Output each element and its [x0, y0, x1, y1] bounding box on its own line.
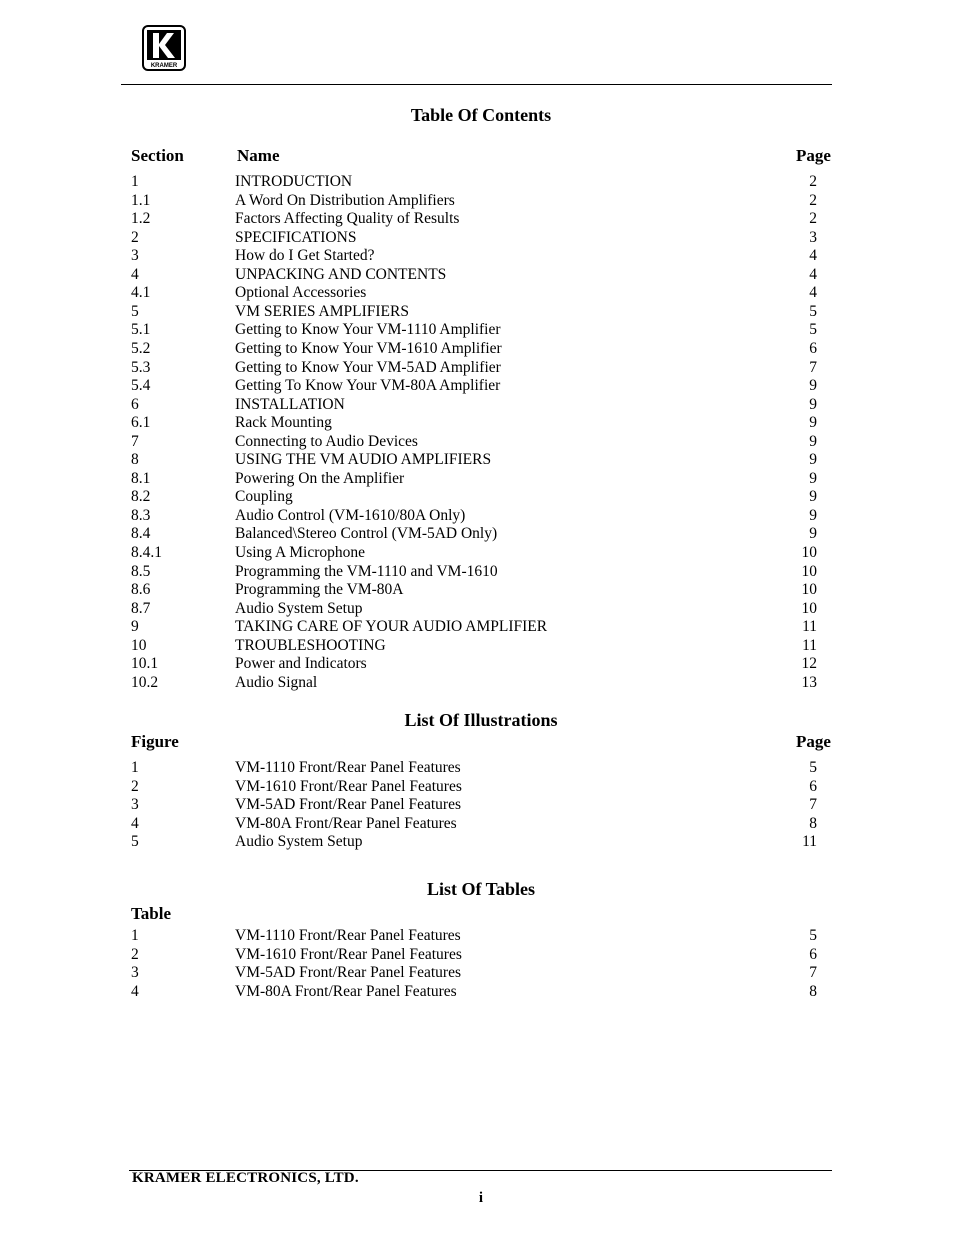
- entry-page: 3: [809, 228, 817, 246]
- toc-section-header: Section: [131, 146, 184, 165]
- entry-name: UNPACKING AND CONTENTS: [235, 265, 447, 283]
- entry-page: 10: [801, 562, 817, 580]
- entry-page: 9: [809, 377, 817, 395]
- entry-page: 9: [809, 469, 817, 487]
- entry-name: TAKING CARE OF YOUR AUDIO AMPLIFIER: [235, 618, 548, 636]
- entry-number: 8: [131, 451, 139, 469]
- entry-name: A Word On Distribution Amplifiers: [235, 191, 455, 209]
- entry-number: 8.6: [131, 581, 151, 599]
- entry-number: 6.1: [131, 414, 151, 432]
- toc-name-header: Name: [237, 146, 280, 165]
- entry-number: 2: [131, 945, 139, 963]
- entry-number: 5: [131, 302, 139, 320]
- entry-page: 4: [809, 247, 817, 265]
- entry-name: Audio Signal: [235, 673, 318, 691]
- entry-page: 5: [809, 321, 817, 339]
- entry-page: 5: [809, 759, 817, 776]
- toc-page-header: Page: [796, 146, 831, 165]
- entry-name: Balanced\Stereo Control (VM-5AD Only): [235, 525, 498, 543]
- entry-name: INSTALLATION: [235, 395, 345, 413]
- entry-page: 6: [809, 339, 817, 357]
- entry-number: 10: [131, 636, 147, 654]
- entry-number: 1: [131, 173, 139, 190]
- entry-number: 2: [131, 228, 139, 246]
- entry-number: 8.4.1: [131, 544, 162, 561]
- entry-page: 10: [801, 544, 817, 561]
- entry-name: VM-5AD Front/Rear Panel Features: [235, 796, 461, 813]
- entry-name: TROUBLESHOOTING: [235, 636, 386, 654]
- entry-name: VM SERIES AMPLIFIERS: [235, 302, 409, 320]
- entry-number: 1: [131, 759, 139, 776]
- entry-page: 6: [809, 945, 817, 963]
- illustrations-page-header: Page: [796, 732, 831, 751]
- entry-name: Getting to Know Your VM-5AD Amplifier: [235, 358, 501, 376]
- entry-name: Audio System Setup: [235, 833, 363, 850]
- entry-number: 8.4: [131, 525, 151, 543]
- entry-number: 1.1: [131, 191, 151, 209]
- entry-name: Programming the VM-80A: [235, 581, 404, 599]
- entry-page: 11: [802, 618, 817, 636]
- entry-number: 5.2: [131, 339, 151, 357]
- entry-number: 7: [131, 432, 139, 450]
- entry-page: 13: [801, 673, 817, 691]
- entry-name: VM-1610 Front/Rear Panel Features: [235, 777, 462, 795]
- entry-name: VM-1110 Front/Rear Panel Features: [235, 927, 461, 944]
- entry-name: INTRODUCTION: [235, 173, 353, 190]
- entry-page: 7: [809, 964, 817, 982]
- entry-name: VM-1610 Front/Rear Panel Features: [235, 945, 462, 963]
- entry-number: 5: [131, 833, 139, 850]
- entry-page: 2: [809, 210, 817, 228]
- footer-page-number: i: [478, 1190, 484, 1206]
- entry-page: 5: [809, 927, 817, 944]
- entry-number: 10.2: [131, 673, 159, 691]
- entry-number: 8.5: [131, 562, 151, 580]
- entry-number: 6: [131, 395, 139, 413]
- entry-name: Factors Affecting Quality of Results: [235, 210, 460, 228]
- entry-number: 5.4: [131, 377, 151, 395]
- entry-page: 6: [809, 777, 817, 795]
- entry-name: How do I Get Started?: [235, 247, 375, 265]
- entry-name: VM-80A Front/Rear Panel Features: [235, 982, 457, 1000]
- illustrations-title: List Of Illustrations: [404, 710, 558, 730]
- entry-page: 4: [809, 284, 817, 302]
- entry-name: Connecting to Audio Devices: [235, 432, 418, 450]
- entry-number: 8.2: [131, 488, 151, 506]
- entry-number: 8.3: [131, 506, 151, 524]
- entry-number: 5.3: [131, 358, 151, 376]
- entry-page: 9: [809, 451, 817, 469]
- entry-page: 8: [809, 982, 817, 1000]
- entry-name: Audio System Setup: [235, 599, 363, 617]
- entry-page: 11: [802, 636, 817, 654]
- entry-page: 2: [809, 191, 817, 209]
- entry-name: Rack Mounting: [235, 414, 332, 432]
- entry-number: 2: [131, 777, 139, 795]
- entry-number: 1.2: [131, 210, 151, 228]
- entry-number: 4: [131, 814, 139, 832]
- entry-name: Programming the VM-1110 and VM-1610: [235, 562, 498, 580]
- entry-number: 4: [131, 265, 139, 283]
- footer-company: KRAMER ELECTRONICS, LTD.: [132, 1170, 359, 1186]
- logo-text: KRAMER: [150, 63, 178, 69]
- illustrations-figure-header: Figure: [131, 732, 179, 751]
- entry-number: 9: [131, 618, 139, 636]
- entry-number: 4: [131, 982, 139, 1000]
- entry-page: 7: [809, 358, 817, 376]
- entry-page: 12: [801, 655, 817, 673]
- entry-name: VM-5AD Front/Rear Panel Features: [235, 964, 461, 982]
- entry-page: 11: [802, 833, 817, 850]
- entry-number: 8.7: [131, 599, 151, 617]
- entry-number: 5.1: [131, 321, 151, 339]
- tables-table-header: Table: [131, 904, 172, 923]
- header-rule: [121, 84, 832, 85]
- entry-number: 1: [131, 927, 139, 944]
- entry-name: Getting to Know Your VM-1610 Amplifier: [235, 339, 502, 357]
- entry-page: 5: [809, 302, 817, 320]
- entry-page: 7: [809, 796, 817, 813]
- entry-page: 10: [801, 581, 817, 599]
- entry-name: VM-1110 Front/Rear Panel Features: [235, 759, 461, 776]
- kramer-logo: [142, 25, 186, 71]
- entry-page: 2: [809, 173, 817, 190]
- entry-number: 4.1: [131, 284, 151, 302]
- entry-number: 10.1: [131, 655, 159, 673]
- entry-name: Getting to Know Your VM-1110 Amplifier: [235, 321, 501, 339]
- entry-name: SPECIFICATIONS: [235, 228, 357, 246]
- entry-page: 9: [809, 432, 817, 450]
- entry-name: Power and Indicators: [235, 655, 367, 673]
- entry-number: 3: [131, 796, 139, 813]
- entry-name: Coupling: [235, 488, 293, 506]
- entry-page: 9: [809, 414, 817, 432]
- entry-page: 9: [809, 525, 817, 543]
- entry-page: 10: [801, 599, 817, 617]
- entry-page: 9: [809, 395, 817, 413]
- entry-page: 9: [809, 488, 817, 506]
- entry-number: 3: [131, 247, 139, 265]
- entry-page: 8: [809, 814, 817, 832]
- entry-number: 3: [131, 964, 139, 982]
- entry-name: Optional Accessories: [235, 284, 367, 302]
- entry-number: 8.1: [131, 469, 151, 487]
- entry-name: Audio Control (VM-1610/80A Only): [235, 506, 466, 524]
- entry-name: Getting To Know Your VM-80A Amplifier: [235, 377, 501, 395]
- entry-page: 9: [809, 506, 817, 524]
- entry-name: USING THE VM AUDIO AMPLIFIERS: [235, 451, 492, 469]
- entry-page: 4: [809, 265, 817, 283]
- tables-title: List Of Tables: [426, 879, 536, 899]
- toc-title: Table Of Contents: [410, 105, 552, 125]
- entry-name: Powering On the Amplifier: [235, 469, 405, 487]
- entry-name: Using A Microphone: [235, 544, 366, 561]
- entry-name: VM-80A Front/Rear Panel Features: [235, 814, 457, 832]
